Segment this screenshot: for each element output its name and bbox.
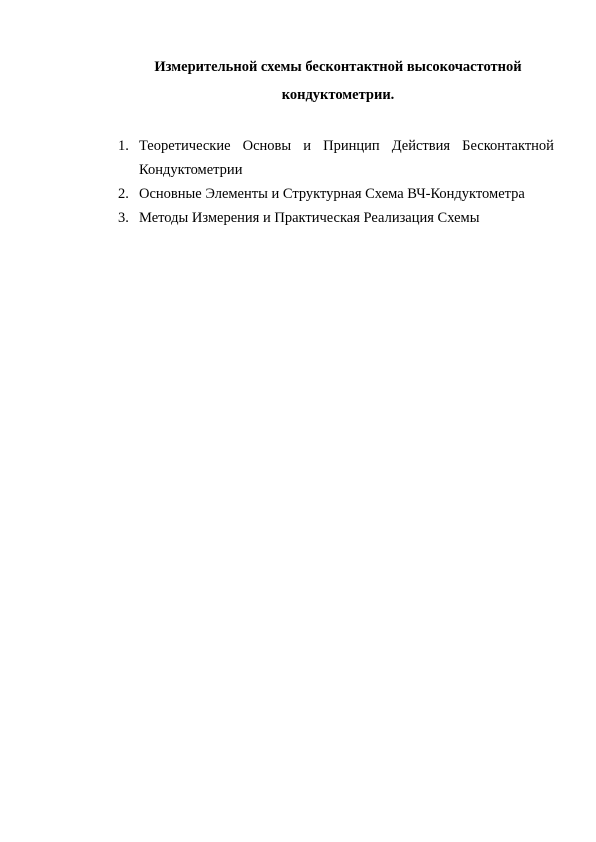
contents-list <box>118 134 554 230</box>
list-item-word: Теоретические <box>139 138 231 154</box>
list-item-text: Основные Элементы и Структурная Схема ВЧ-Кондуктометра <box>139 186 525 202</box>
list-item-word: Действия <box>391 138 451 154</box>
list-item-text-line-1 <box>139 134 554 158</box>
list-item <box>118 134 554 182</box>
list-item-number: 3. <box>118 210 129 226</box>
list-item <box>118 182 554 206</box>
list-item-word: Бесконтактной <box>462 138 554 154</box>
list-item-word: Основы <box>242 138 292 154</box>
list-item <box>118 206 554 230</box>
list-item-text-line-2: Кондуктометрии <box>139 162 243 178</box>
document-title-line-1: Измерительной схемы бесконтактной высокочастотной <box>154 59 522 75</box>
list-item-word: Принцип <box>323 138 380 154</box>
list-item-number: 2. <box>118 186 129 202</box>
list-item-word: и <box>303 138 312 154</box>
document-title-line-2: кондуктометрии. <box>281 87 395 103</box>
list-item-text: Методы Измерения и Практическая Реализация Схемы <box>139 210 480 226</box>
list-item-number: 1. <box>118 138 129 154</box>
